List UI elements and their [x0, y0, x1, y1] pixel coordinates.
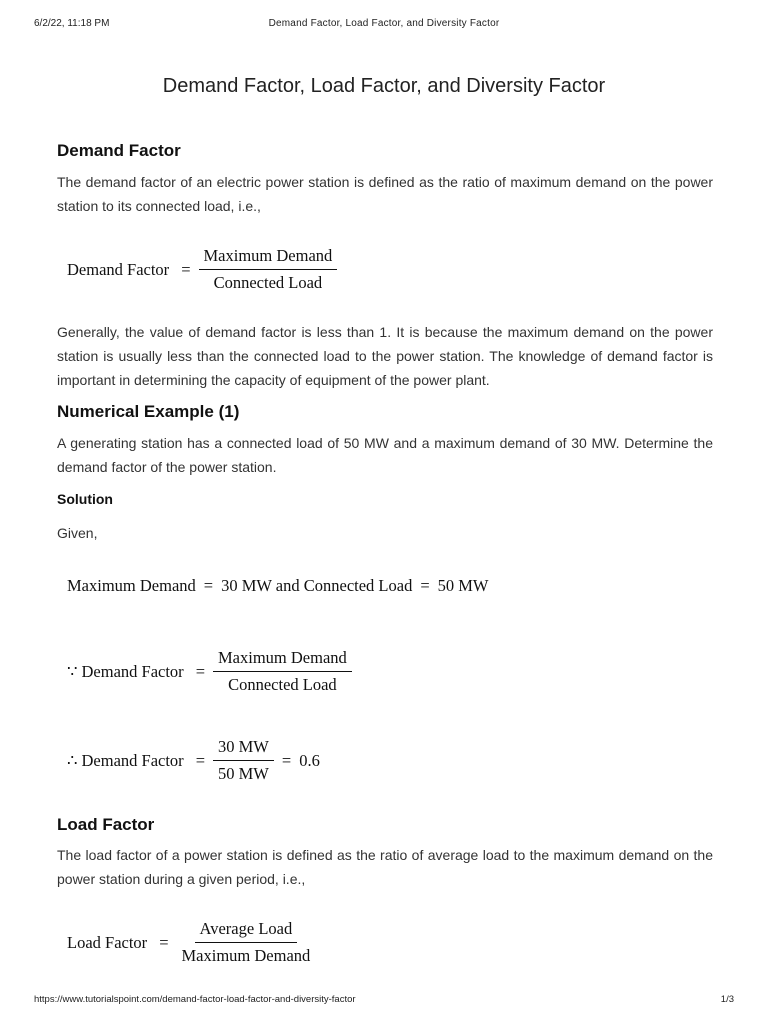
print-header [34, 18, 734, 32]
fraction-denominator: Connected Load [213, 273, 323, 292]
fraction-numerator: Average Load [195, 919, 298, 943]
page-title: Demand Factor, Load Factor, and Diversity Factor [162, 75, 606, 97]
formula-fraction [199, 246, 338, 293]
because-symbol: ∵ [67, 661, 78, 681]
formula-fraction [213, 737, 274, 784]
print-datetime: 6/2/22, 11:18 PM [34, 18, 110, 29]
demand-factor-heading: Demand Factor [57, 141, 181, 160]
solution-label: Solution [57, 491, 113, 507]
formula-lhs: Demand Factor [81, 661, 184, 681]
fraction-numerator: Maximum Demand [199, 246, 338, 270]
formula-lhs: Demand Factor [67, 259, 170, 279]
equals-sign: = [181, 259, 191, 279]
formula-lhs: Load Factor [67, 932, 148, 952]
therefore-symbol: ∴ [67, 750, 78, 770]
print-header-title: Demand Factor, Load Factor, and Diversity Factor [268, 18, 500, 29]
load-factor-formula [67, 919, 315, 966]
equals-sign: = [195, 661, 205, 681]
given-equation [67, 576, 489, 596]
equals-sign: = [159, 932, 169, 952]
print-footer [34, 994, 734, 1008]
load-factor-intro: The load factor of a power station is defined as the ratio of average load to the maximum demand on the power station during a given period, i.e., [57, 847, 713, 887]
equals-sign: = [203, 576, 214, 595]
demand-factor-explanation: Generally, the value of demand factor is less than 1. It is because the maximum demand on the power station is usually less than the connected load to the power station. The knowledge of demand factor is important in determining the capacity of equipment of the power plant. [57, 324, 713, 388]
example-1-heading: Numerical Example (1) [57, 402, 240, 421]
fraction-numerator: 30 MW [213, 737, 274, 761]
page-number: 1/3 [720, 994, 734, 1005]
given-part-connected-load: 30 MW and Connected Load [221, 576, 413, 595]
because-equation [67, 648, 352, 695]
equals-sign: = [195, 750, 205, 770]
fraction-denominator: Maximum Demand [181, 946, 311, 965]
equals-sign: = [281, 750, 292, 770]
given-part-value: 50 MW [437, 576, 489, 595]
load-factor-heading: Load Factor [57, 815, 155, 834]
demand-factor-intro: The demand factor of an electric power station is defined as the ratio of maximum demand on the power station to its connected load, i.e., [57, 174, 713, 214]
formula-fraction [177, 919, 316, 966]
given-part-max-demand: Maximum Demand [67, 576, 196, 595]
page-url: https://www.tutorialspoint.com/demand-factor-load-factor-and-diversity-factor [34, 994, 356, 1005]
formula-lhs: Demand Factor [81, 750, 184, 770]
demand-factor-formula [67, 246, 337, 293]
formula-fraction [213, 648, 352, 695]
fraction-denominator: 50 MW [218, 764, 269, 783]
therefore-equation [67, 737, 320, 784]
example-1-problem: A generating station has a connected load of 50 MW and a maximum demand of 30 MW. Determine the demand factor of the power station. [57, 435, 713, 475]
fraction-numerator: Maximum Demand [213, 648, 352, 672]
fraction-denominator: Connected Load [228, 675, 337, 694]
equals-sign: = [420, 576, 430, 595]
given-label: Given, [57, 525, 98, 541]
formula-result: 0.6 [299, 750, 320, 770]
